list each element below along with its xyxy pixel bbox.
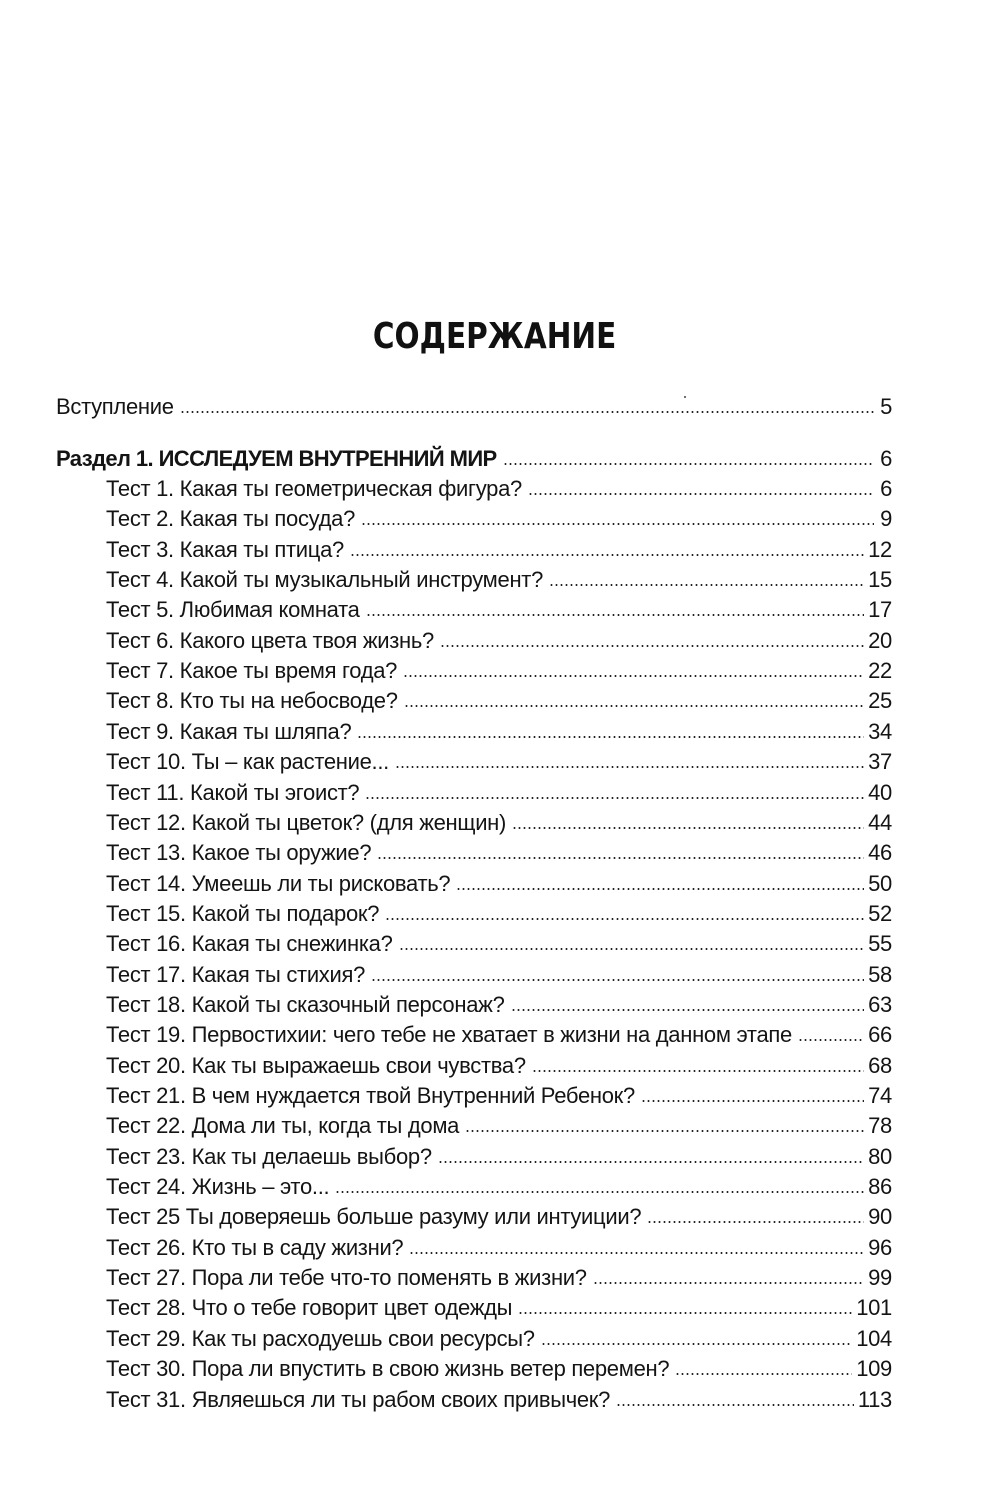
dot-leader (549, 582, 864, 588)
dot-leader (503, 461, 874, 467)
toc-entry (106, 504, 892, 534)
toc-entry (106, 626, 892, 656)
toc-entry (106, 1354, 892, 1384)
toc-entry (106, 1324, 892, 1354)
toc-entry (106, 929, 892, 959)
dot-leader (404, 703, 864, 709)
toc-entry-label: Тест 28. Что о тебе говорит цвет одежды (106, 1295, 513, 1320)
toc-entry (106, 1233, 892, 1263)
toc-page-number: 86 (868, 1174, 892, 1199)
toc-page-number: 80 (868, 1144, 892, 1169)
dot-leader (350, 552, 864, 558)
dot-leader (593, 1280, 864, 1286)
toc-entry-label: Тест 5. Любимая комната (106, 597, 360, 622)
toc-entry-label: Тест 9. Какая ты шляпа? (106, 719, 352, 744)
dot-leader (616, 1402, 854, 1408)
toc-entry-label: Тест 8. Кто ты на небосводе? (106, 688, 398, 713)
toc-entry-label: Тест 26. Кто ты в саду жизни? (106, 1235, 404, 1260)
dot-leader (641, 1098, 864, 1104)
dot-leader (518, 1310, 852, 1316)
toc-page-number: 109 (856, 1356, 892, 1381)
toc-entry (106, 474, 892, 504)
toc-entry-label: Тест 17. Какая ты стихия? (106, 962, 366, 987)
toc-entry-label: Тест 24. Жизнь – это... (106, 1174, 330, 1199)
toc-page-number: 99 (868, 1265, 892, 1290)
toc-page-number: 22 (868, 658, 892, 683)
toc-entry-label: Тест 23. Как ты делаешь выбор? (106, 1144, 432, 1169)
toc-entry (106, 778, 892, 808)
toc-entry (106, 808, 892, 838)
toc-page-number: 6 (880, 476, 892, 501)
toc-page-number: 25 (868, 688, 892, 713)
toc-page-number: 104 (856, 1326, 892, 1351)
toc-entry (106, 535, 892, 565)
toc-entry-label: Тест 10. Ты – как растение... (106, 749, 389, 774)
toc-page-number: 17 (868, 597, 892, 622)
toc-entry-label: Тест 29. Как ты расходуешь свои ресурсы? (106, 1326, 535, 1351)
dot-leader (371, 977, 864, 983)
dot-leader (365, 795, 864, 801)
toc-entry-label: Тест 11. Какой ты эгоист? (106, 780, 360, 805)
toc-entry-label: Тест 21. В чем нуждается твой Внутренний Ребенок? (106, 1083, 635, 1108)
toc-entry (106, 747, 892, 777)
dot-leader (541, 1341, 852, 1347)
dot-leader (440, 643, 864, 649)
toc-page-number: 15 (868, 567, 892, 592)
toc-entry (106, 1142, 892, 1172)
toc-entry (106, 1202, 892, 1232)
dot-leader (361, 521, 874, 527)
toc-entry-label: Тест 30. Пора ли впустить в свою жизнь ветер перемен? (106, 1356, 670, 1381)
toc-entry-label: Тест 20. Как ты выражаешь свои чувства? (106, 1053, 526, 1078)
toc-page-number: 9 (880, 506, 892, 531)
toc-entry (106, 595, 892, 625)
dot-leader (357, 734, 864, 740)
toc-page-number: 55 (868, 931, 892, 956)
toc-entry-label: Тест 19. Первостихии: чего тебе не хватает в жизни на данном этапе (106, 1022, 792, 1047)
dot-leader (377, 855, 864, 861)
toc-entry (106, 1051, 892, 1081)
toc-entry-label: Тест 31. Являешься ли ты рабом своих привычек? (106, 1387, 611, 1412)
dot-leader (395, 764, 864, 770)
dot-leader (532, 1068, 864, 1074)
toc-page-number: 101 (856, 1295, 892, 1320)
toc-page-number: 74 (868, 1083, 892, 1108)
toc-entry (106, 1111, 892, 1141)
toc-entry-label: Тест 13. Какое ты оружие? (106, 840, 372, 865)
toc-entry-label: Тест 16. Какая ты снежинка? (106, 931, 393, 956)
toc-entry (106, 1385, 892, 1415)
contents-title: СОДЕРЖАНИЕ (372, 316, 617, 357)
toc-entry (106, 565, 892, 595)
dot-leader (456, 886, 864, 892)
toc-page-number: 37 (868, 749, 892, 774)
dot-leader (511, 1007, 865, 1013)
toc-entry (106, 717, 892, 747)
toc-page-number: 12 (868, 537, 892, 562)
toc-entry (106, 899, 892, 929)
toc-entry (106, 686, 892, 716)
dot-leader (180, 409, 874, 415)
toc-entry (106, 1293, 892, 1323)
toc-page-number: 20 (868, 628, 892, 653)
dot-leader (403, 673, 864, 679)
dot-leader (512, 825, 864, 831)
toc-page-number: 52 (868, 901, 892, 926)
toc-entry (106, 990, 892, 1020)
toc-entry-label: Тест 22. Дома ли ты, когда ты дома (106, 1113, 460, 1138)
dot-leader (438, 1159, 864, 1165)
toc-entry-label: Тест 14. Умеешь ли ты рисковать? (106, 871, 451, 896)
toc-entry-label: Раздел 1. ИССЛЕДУЕМ ВНУТРЕННИЙ МИР (56, 446, 497, 471)
toc-page-number: 58 (868, 962, 892, 987)
toc-entry (106, 656, 892, 686)
dot-leader (798, 1037, 864, 1043)
toc-entry (106, 1020, 892, 1050)
toc-entry-label: Тест 2. Какая ты посуда? (106, 506, 356, 531)
toc-entry (106, 960, 892, 990)
toc-entry-label: Тест 18. Какой ты сказочный персонаж? (106, 992, 505, 1017)
toc-page-number: 63 (868, 992, 892, 1017)
dot-leader (675, 1371, 852, 1377)
toc-entry-label: Тест 7. Какое ты время года? (106, 658, 398, 683)
dot-leader (335, 1189, 864, 1195)
toc-page-number: 96 (868, 1235, 892, 1260)
toc-entry (106, 1172, 892, 1202)
toc-page-number: 5 (880, 394, 892, 419)
dot-leader (366, 612, 865, 618)
toc-page-number: 44 (868, 810, 892, 835)
dot-leader (528, 491, 874, 497)
toc-entry-label: Тест 15. Какой ты подарок? (106, 901, 380, 926)
dot-leader (385, 916, 864, 922)
toc-entry-label: Тест 1. Какая ты геометрическая фигура? (106, 476, 522, 501)
toc-page-number: 68 (868, 1053, 892, 1078)
toc-entry-label: Тест 3. Какая ты птица? (106, 537, 344, 562)
toc-page-number: 90 (868, 1204, 892, 1229)
toc-page-number: 50 (868, 871, 892, 896)
toc-entry-label: Тест 4. Какой ты музыкальный инструмент? (106, 567, 544, 592)
toc-entry-label: Тест 27. Пора ли тебе что-то поменять в жизни? (106, 1265, 587, 1290)
toc-page-number: 46 (868, 840, 892, 865)
toc-page-number: 78 (868, 1113, 892, 1138)
toc-entry (106, 838, 892, 868)
toc-page-number: 34 (868, 719, 892, 744)
toc-page-number: 66 (868, 1022, 892, 1047)
toc-page-number: 40 (868, 780, 892, 805)
toc-entry-label: Тест 6. Какого цвета твоя жизнь? (106, 628, 434, 653)
dot-leader (399, 946, 865, 952)
toc-entry-label: Тест 25 Ты доверяешь больше разуму или интуиции? (106, 1204, 642, 1229)
dot-leader (409, 1250, 864, 1256)
toc-entry-label: Вступление (56, 394, 174, 419)
toc-entry (106, 869, 892, 899)
toc-page-number: 6 (880, 446, 892, 471)
toc-entry (106, 1081, 892, 1111)
toc-entry-intro (56, 392, 892, 422)
dot-leader (647, 1219, 864, 1225)
toc-page-number: 113 (857, 1387, 892, 1412)
toc-entry (106, 1263, 892, 1293)
toc-section-heading (56, 444, 892, 474)
toc-entry-label: Тест 12. Какой ты цветок? (для женщин) (106, 810, 507, 835)
dot-leader (465, 1128, 864, 1134)
